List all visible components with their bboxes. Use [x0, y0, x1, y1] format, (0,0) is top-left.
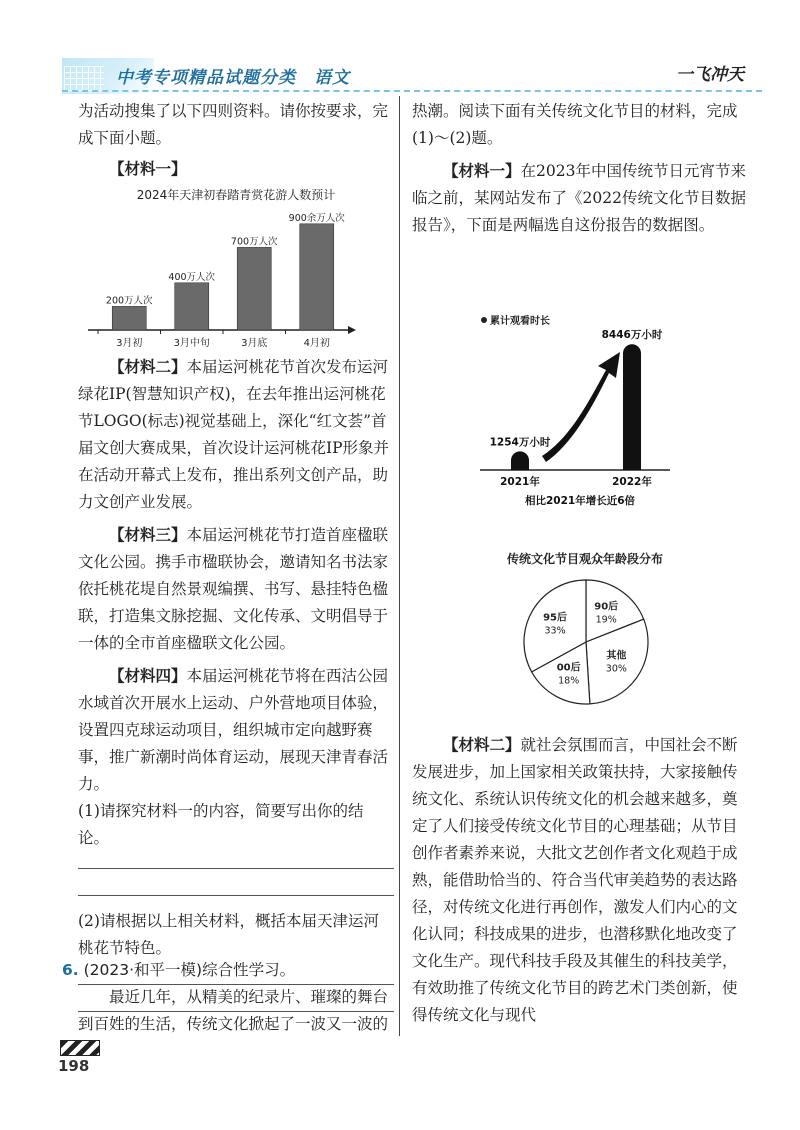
- bar-data-label: 400万人次: [168, 271, 216, 283]
- x-tick-label: 2021年: [500, 476, 540, 488]
- chart-title: 2024年天津初春踏青赏花游人数预计: [136, 188, 336, 202]
- column-divider: [399, 96, 400, 1036]
- question-2: (2)请根据以上相关材料，概括本届天津运河: [78, 912, 379, 930]
- material-1-tag: 【材料一】: [109, 160, 187, 178]
- watch-time-chart: [470, 308, 700, 528]
- question-number: 6.: [62, 961, 79, 979]
- slice-label: 95后: [543, 612, 568, 624]
- visitor-chart: [78, 186, 394, 354]
- bar-data-label: 8446万小时: [601, 329, 663, 342]
- x-tick-label: 3月中旬: [173, 338, 210, 349]
- header-logo: 一飞冲天: [676, 65, 744, 85]
- slice-value: 19%: [595, 614, 617, 626]
- material-1-tag: 【材料一】: [443, 162, 521, 180]
- legend-marker: [481, 317, 487, 323]
- bar: [237, 247, 271, 330]
- question-6: [62, 957, 394, 1038]
- material-1-text: 在2023年中国传统节日元宵节来临之前，某网站发布了《2022传统文化节目数据报告》，下面是两幅选自这份报告的数据图。: [412, 162, 746, 234]
- slice-value: 33%: [544, 625, 566, 637]
- bar-data-label: 1254万小时: [489, 436, 551, 449]
- pie-title: 传统文化节目观众年龄段分布: [506, 552, 663, 566]
- left-column-lower: [78, 354, 394, 1012]
- header-title: 中考专项精品试题分类 语文: [116, 68, 350, 88]
- slice-label: 90后: [594, 601, 619, 613]
- slice-value: 18%: [558, 675, 580, 687]
- legend-label: 累计观看时长: [490, 316, 550, 327]
- x-tick-label: 4月初: [303, 338, 330, 349]
- header-pattern: [64, 66, 104, 92]
- question-type: 综合性学习。: [202, 961, 296, 979]
- age-pie-chart: [470, 550, 700, 710]
- right-column: [412, 98, 752, 239]
- bar-data-label: 200万人次: [105, 295, 153, 307]
- question-6-text: 最近几年，从精美的纪录片、璀璨的舞台到百姓的生活，传统文化掀起了一波又一波的: [78, 988, 389, 1033]
- bar-data-label: 700万人次: [230, 236, 278, 248]
- question-1: (1)请探究材料一的内容，简要写出你的结论。: [78, 802, 364, 847]
- question-source: (2023·和平一模): [83, 961, 203, 979]
- answer-line[interactable]: [78, 895, 394, 896]
- material-2-text: 本届运河桃花节首次发布运河绿花IP(智慧知识产权)，在去年推出运河桃花节LOGO(标志)视觉基础上，深化“红文荟”首届文创大赛成果，首次设计运河桃花IP形象并在活动开幕式上发布，推出系列文创产品，助力文创产业发展。: [78, 358, 390, 511]
- slice-value: 30%: [605, 663, 627, 675]
- x-tick-label: 3月初: [116, 338, 143, 349]
- bar: [175, 283, 209, 330]
- slice-label: 00后: [556, 662, 581, 674]
- header-divider: [62, 90, 762, 92]
- answer-line[interactable]: [78, 868, 394, 869]
- intro-line: 为活动搜集了以下四则资料。请你按要求，完: [78, 102, 389, 120]
- chart-caption: 相比2021年增长近6倍: [524, 495, 636, 507]
- material-3-tag: 【材料三】: [109, 526, 187, 544]
- slice-label: 其他: [606, 650, 627, 662]
- question-2-cont: 桃花节特色。: [78, 939, 172, 957]
- right-intro: 热潮。阅读下面有关传统文化节目的材料，完成(1)～(2)题。: [412, 102, 738, 147]
- x-tick-label: 3月底: [241, 338, 268, 349]
- bar: [300, 224, 334, 330]
- x-tick-label: 2022年: [612, 476, 652, 488]
- right-column-lower: [412, 732, 752, 1029]
- clapperboard-icon: [60, 1040, 100, 1056]
- material-2-tag: 【材料二】: [109, 358, 187, 376]
- pie-svg: [470, 570, 700, 710]
- bar: [511, 451, 529, 470]
- x-axis-arrow: [348, 326, 356, 334]
- growth-arrow: [542, 352, 620, 462]
- left-column: [78, 98, 394, 183]
- page-number: 198: [58, 1057, 90, 1075]
- material-2-tag: 【材料二】: [443, 736, 521, 754]
- bar-chart-svg: [78, 206, 394, 354]
- intro-line: 成下面小题。: [78, 129, 172, 147]
- material-4-text: 本届运河桃花节将在西沽公园水域首次开展水上运动、户外营地项目体验，设置四克球运动项目，组织城市定向越野赛事，推广新潮时尚体育运动，展现天津青春活力。: [78, 667, 389, 793]
- material-3-text: 本届运河桃花节打造首座楹联文化公园。携手市楹联协会，邀请知名书法家依托桃花堤自然景观编撰、书写、悬挂特色楹联，打造集文脉挖掘、文化传承、文明倡导于一体的全市首座楹联文化公园。: [78, 526, 389, 652]
- material-4-tag: 【材料四】: [109, 667, 187, 685]
- bar-data-label: 900余万人次: [288, 212, 345, 224]
- bar: [112, 306, 146, 330]
- material-2-text: 就社会氛围而言，中国社会不断发展进步，加上国家相关政策扶持，大家接触传统文化、系统认识传统文化的机会越来越多，奠定了人们接受传统文化节目的心理基础；从节目创作者素养来说，大批文艺创作者文化观趋于成熟，能借助恰当的、符合当代审美趋势的表达路径，对传统文化进行再创作，激发人们内心的文化认同；科技成果的进步，也潜移默化地改变了文化生产。现代科技手段及其催生的科技美学，有效助推了传统文化节目的跨艺术门类创新，使得传统文化与现代: [412, 736, 738, 1024]
- bar: [623, 344, 641, 470]
- watch-time-svg: [470, 308, 700, 528]
